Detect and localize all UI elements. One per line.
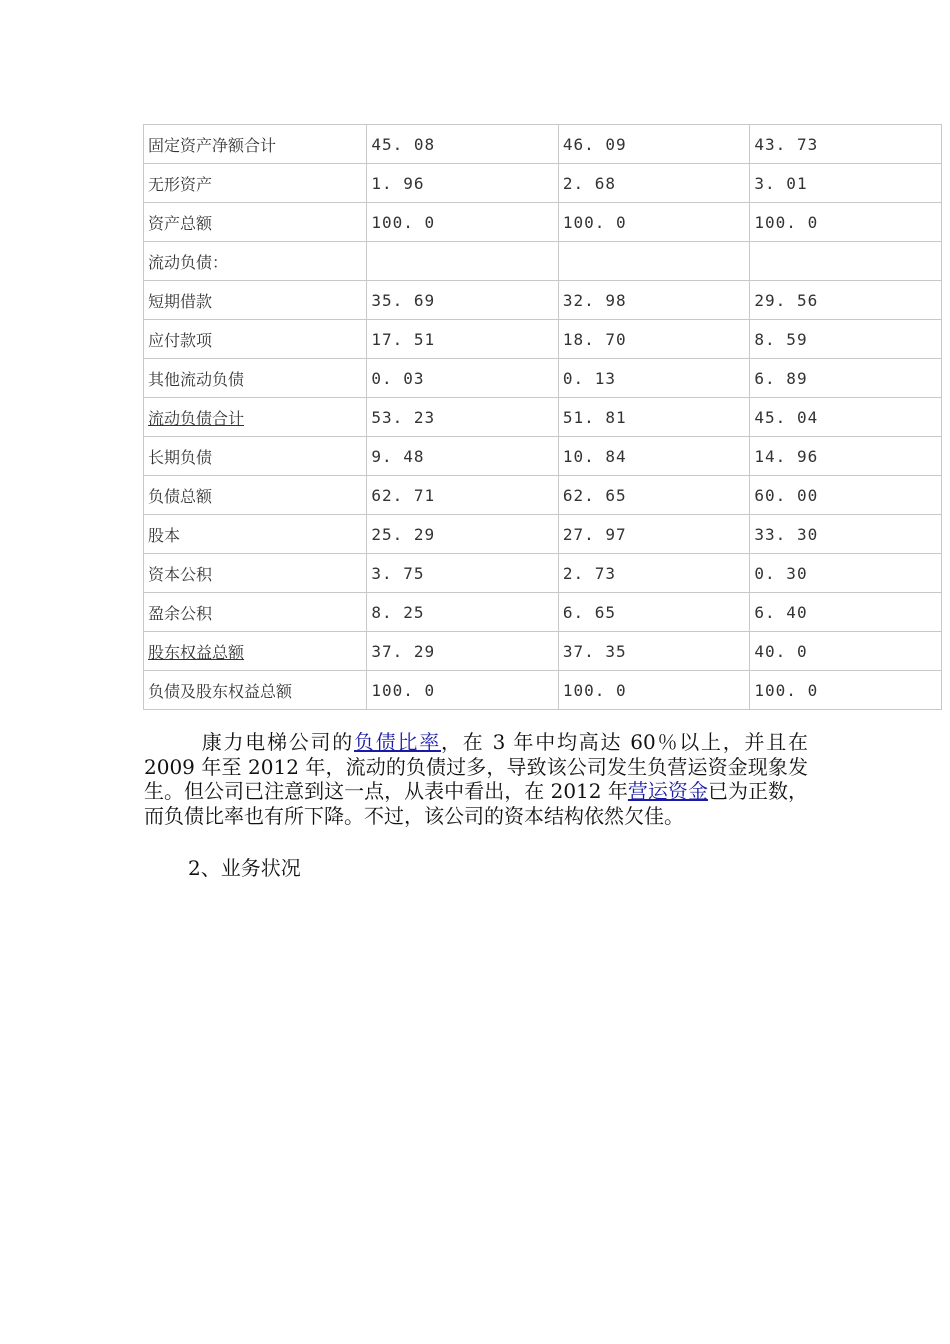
value-cell-year-1: 35. 69 <box>367 281 559 320</box>
value-cell-year-1: 9. 48 <box>367 437 559 476</box>
value-cell-year-2: 2. 68 <box>558 164 750 203</box>
value-cell-year-3 <box>750 242 942 281</box>
row-label-cell <box>144 437 367 476</box>
table-row <box>144 476 942 515</box>
table-row <box>144 554 942 593</box>
table-row <box>144 398 942 437</box>
value-cell-year-1: 0. 03 <box>367 359 559 398</box>
row-label: 固定资产净额合计 <box>148 135 277 155</box>
working-capital-link[interactable]: 营运资金 <box>627 779 708 803</box>
table-row <box>144 164 942 203</box>
value-cell-year-3: 0. 30 <box>750 554 942 593</box>
value-cell-year-2: 18. 70 <box>558 320 750 359</box>
row-label-cell <box>144 398 367 437</box>
analysis-paragraph <box>144 730 808 828</box>
table-row <box>144 593 942 632</box>
value-cell-year-3: 100. 0 <box>750 203 942 242</box>
row-label: 负债总额 <box>148 486 213 506</box>
row-label: 无形资产 <box>148 174 213 194</box>
debt-ratio-link[interactable]: 负债比率 <box>354 730 441 754</box>
row-label: 资本公积 <box>148 564 213 584</box>
table-row <box>144 320 942 359</box>
row-label: 其他流动负债 <box>148 369 245 389</box>
row-label: 股本 <box>148 525 181 545</box>
value-cell-year-2: 37. 35 <box>558 632 750 671</box>
table-row <box>144 203 942 242</box>
row-label-cell <box>144 593 367 632</box>
row-label: 应付款项 <box>148 330 213 350</box>
row-label-cell <box>144 515 367 554</box>
value-cell-year-2: 6. 65 <box>558 593 750 632</box>
table-row <box>144 125 942 164</box>
row-label: 资产总额 <box>148 213 213 233</box>
value-cell-year-3: 100. 0 <box>750 671 942 710</box>
value-cell-year-2 <box>558 242 750 281</box>
value-cell-year-1: 3. 75 <box>367 554 559 593</box>
value-cell-year-1: 17. 51 <box>367 320 559 359</box>
table-row <box>144 359 942 398</box>
value-cell-year-3: 29. 56 <box>750 281 942 320</box>
value-cell-year-3: 40. 0 <box>750 632 942 671</box>
row-label-cell <box>144 203 367 242</box>
value-cell-year-2: 10. 84 <box>558 437 750 476</box>
table-row <box>144 281 942 320</box>
value-cell-year-3: 3. 01 <box>750 164 942 203</box>
table-row <box>144 632 942 671</box>
table-body <box>144 125 942 710</box>
row-label-cell <box>144 320 367 359</box>
value-cell-year-1: 62. 71 <box>367 476 559 515</box>
row-label-cell <box>144 671 367 710</box>
paragraph-text-1: 康力电梯公司的 <box>200 730 354 754</box>
value-cell-year-1: 45. 08 <box>367 125 559 164</box>
row-label-cell <box>144 554 367 593</box>
value-cell-year-2: 27. 97 <box>558 515 750 554</box>
paragraph-text-2: ，在 3 年中均高达 60％以上，并且在 2009 年至 2012 年，流动的负债过多，导致该公司发生负营运资金现象发生。但公司已注意到这一点，从表中看出，在 2012 年 <box>144 730 808 803</box>
value-cell-year-3: 6. 40 <box>750 593 942 632</box>
value-cell-year-1: 100. 0 <box>367 203 559 242</box>
value-cell-year-3: 43. 73 <box>750 125 942 164</box>
value-cell-year-3: 14. 96 <box>750 437 942 476</box>
value-cell-year-1: 25. 29 <box>367 515 559 554</box>
value-cell-year-3: 33. 30 <box>750 515 942 554</box>
value-cell-year-2: 32. 98 <box>558 281 750 320</box>
value-cell-year-2: 100. 0 <box>558 671 750 710</box>
section-heading: 2、业务状况 <box>188 856 301 880</box>
table-row <box>144 671 942 710</box>
value-cell-year-1: 37. 29 <box>367 632 559 671</box>
row-label-cell <box>144 281 367 320</box>
value-cell-year-1: 1. 96 <box>367 164 559 203</box>
balance-sheet-table <box>143 124 942 710</box>
table-row <box>144 437 942 476</box>
value-cell-year-2: 46. 09 <box>558 125 750 164</box>
value-cell-year-2: 2. 73 <box>558 554 750 593</box>
value-cell-year-3: 60. 00 <box>750 476 942 515</box>
row-label-cell <box>144 164 367 203</box>
value-cell-year-3: 8. 59 <box>750 320 942 359</box>
row-label: 负债及股东权益总额 <box>148 681 293 701</box>
value-cell-year-2: 0. 13 <box>558 359 750 398</box>
value-cell-year-1: 53. 23 <box>367 398 559 437</box>
row-label-cell <box>144 242 367 281</box>
row-label-link[interactable]: 流动负债合计 <box>148 408 245 428</box>
table-row <box>144 515 942 554</box>
value-cell-year-1 <box>367 242 559 281</box>
row-label-cell <box>144 476 367 515</box>
value-cell-year-2: 62. 65 <box>558 476 750 515</box>
row-label-cell <box>144 359 367 398</box>
row-label: 流动负债： <box>148 252 229 272</box>
value-cell-year-2: 100. 0 <box>558 203 750 242</box>
value-cell-year-2: 51. 81 <box>558 398 750 437</box>
row-label-link[interactable]: 股东权益总额 <box>148 642 245 662</box>
row-label: 盈余公积 <box>148 603 213 623</box>
table-row <box>144 242 942 281</box>
row-label-cell <box>144 632 367 671</box>
row-label-cell <box>144 125 367 164</box>
value-cell-year-3: 6. 89 <box>750 359 942 398</box>
value-cell-year-1: 100. 0 <box>367 671 559 710</box>
row-label: 长期负债 <box>148 447 213 467</box>
row-label: 短期借款 <box>148 291 213 311</box>
paragraph-text-3: 已为正数，而负债比率也有所下降。不过，该公司的资本结构依然欠佳。 <box>144 779 809 828</box>
value-cell-year-1: 8. 25 <box>367 593 559 632</box>
value-cell-year-3: 45. 04 <box>750 398 942 437</box>
